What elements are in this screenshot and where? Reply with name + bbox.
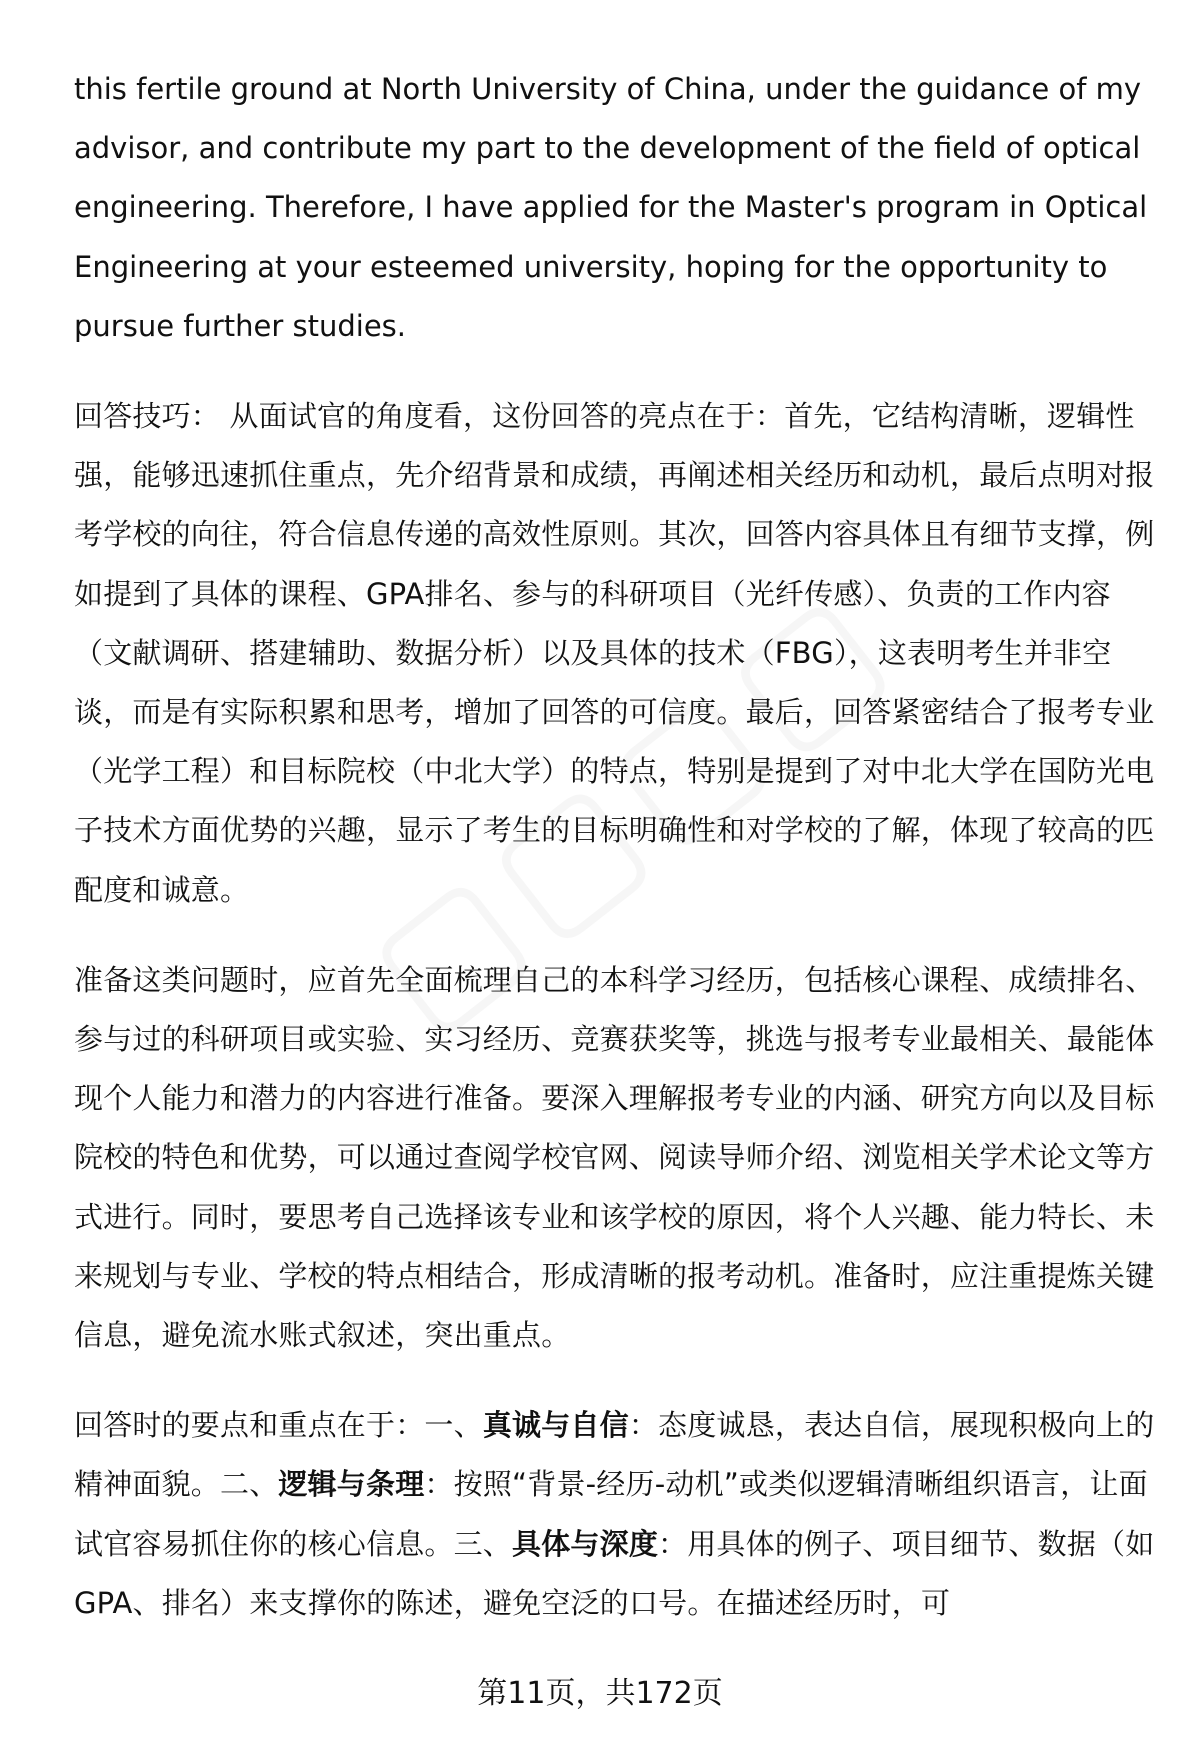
paragraph-english-closing: this fertile ground at North University of China, under the guidance of my advisor, and contribute my part to the development of the field of optical engineering. Therefore, I have applied for the Master's program in Optical Engineering at your esteemed university, hoping for the opportunity to pursue further studies. xyxy=(74,72,1148,343)
page-number-footer: 第11页，共172页 xyxy=(477,1676,723,1711)
key-point-depth-desc: ：用具体的例子、项目细节、数据（如GPA、排名）来支撑你的陈述，避免空泛的口号。在描述经历时，可 xyxy=(74,1526,1155,1620)
paragraph-preparation: 准备这类问题时，应首先全面梳理自己的本科学习经历，包括核心课程、成绩排名、参与过的科研项目或实验、实习经历、竞赛获奖等，挑选与报考专业最相关、最能体现个人能力和潜力的内容进行准备。要深入理解报考专业的内涵、研究方向以及目标院校的特色和优势，可以通过查阅学校官网、阅读导师介绍、浏览相关学术论文等方式进行。同时，要思考自己选择该专业和该学校的原因，将个人兴趣、能力特长、未来规划与专业、学校的特点相结合，形成清晰的报考动机。准备时，应注重提炼关键信息，避免流水账式叙述，突出重点。 xyxy=(74,962,1155,1353)
key-point-logic-desc: ：按照“背景-经历-动机”或类似逻辑清晰组织语言，让面试官容易抓住你的核心信息。三、 xyxy=(74,1467,1148,1561)
key-point-logic: 逻辑与条理 xyxy=(278,1467,425,1502)
document-body xyxy=(74,60,1160,1664)
paragraph-answer-tips: 回答技巧： 从面试官的角度看，这份回答的亮点在于：首先，它结构清晰，逻辑性强，能够迅速抓住重点，先介绍背景和成绩，再阐述相关经历和动机，最后点明对报考学校的向往，符合信息传递的高效性原则。其次，回答内容具体且有细节支撑，例如提到了具体的课程、GPA排名、参与的科研项目（光纤传感）、负责的工作内容（文献调研、搭建辅助、数据分析）以及具体的技术（FBG），这表明考生并非空谈，而是有实际积累和思考，增加了回答的可信度。最后，回答紧密结合了报考专业（光学工程）和目标院校（中北大学）的特点，特别是提到了对中北大学在国防光电子技术方面优势的兴趣，显示了考生的目标明确性和对学校的了解，体现了较高的匹配度和诚意。 xyxy=(74,399,1155,907)
key-point-sincerity: 真诚与自信 xyxy=(482,1408,629,1443)
paragraph-key-points xyxy=(74,1396,1160,1633)
key-point-depth: 具体与深度 xyxy=(512,1526,659,1561)
key-point-sincerity-desc: ：态度诚恳，表达自信，展现积极向上的精神面貌。二、 xyxy=(74,1408,1155,1502)
key-points-intro: 回答时的要点和重点在于：一、 xyxy=(74,1408,483,1443)
